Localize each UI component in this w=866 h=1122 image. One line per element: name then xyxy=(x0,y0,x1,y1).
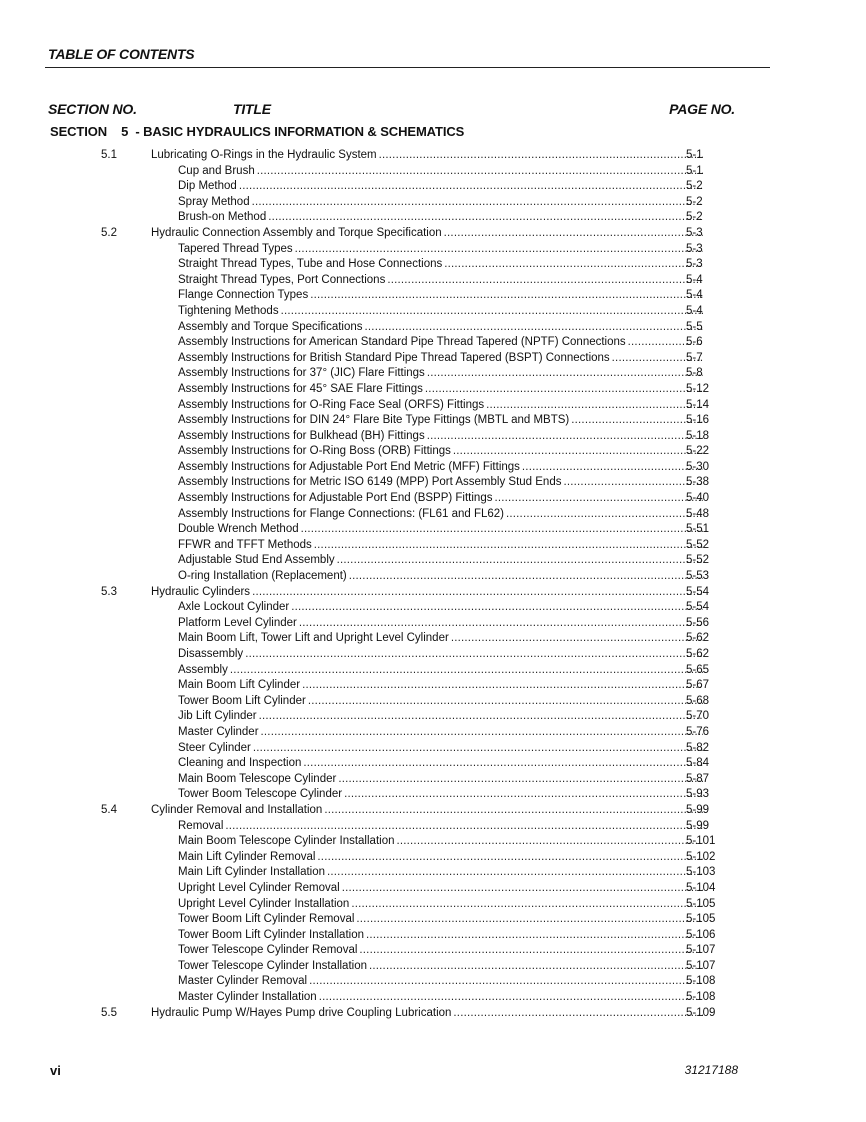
toc-entry[interactable] xyxy=(0,273,866,289)
dot-leader xyxy=(563,475,703,491)
toc-entry-page: 5-109 xyxy=(686,1006,716,1019)
toc-entry-leader xyxy=(151,148,705,164)
toc-entry-leader xyxy=(178,242,705,258)
dot-leader xyxy=(366,928,703,944)
dot-leader xyxy=(253,741,703,757)
toc-entry[interactable] xyxy=(0,803,866,819)
toc-entry-leader xyxy=(178,304,705,320)
toc-entry-page: 5-76 xyxy=(686,725,710,738)
toc-entry[interactable] xyxy=(0,741,866,757)
toc-entry-title: Dip Method xyxy=(178,180,237,193)
dot-leader xyxy=(427,429,703,445)
toc-entry-page: 5-68 xyxy=(686,694,710,707)
column-header-title: TITLE xyxy=(233,101,271,117)
dot-leader xyxy=(291,600,703,616)
toc-entry-title: Straight Thread Types, Port Connections xyxy=(178,273,386,286)
toc-entry-leader xyxy=(178,413,705,429)
dot-leader xyxy=(295,242,703,258)
toc-entry[interactable] xyxy=(0,351,866,367)
toc-entry-leader xyxy=(178,881,705,897)
dot-leader xyxy=(494,491,703,507)
toc-entry-page: 5-2 xyxy=(686,195,703,208)
toc-entry-page: 5-84 xyxy=(686,757,710,770)
toc-entry[interactable] xyxy=(0,210,866,226)
toc-entry-title: Tower Boom Lift Cylinder Installation xyxy=(178,928,364,941)
toc-entry-title: Spray Method xyxy=(178,195,250,208)
dot-leader xyxy=(230,663,703,679)
toc-entry-title: Tower Telescope Cylinder Installation xyxy=(178,959,367,972)
toc-entry-page: 5-82 xyxy=(686,741,710,754)
dot-leader xyxy=(257,164,703,180)
toc-entry-page: 5-40 xyxy=(686,492,710,505)
toc-entry-page: 5-54 xyxy=(686,601,710,614)
toc-entry[interactable] xyxy=(0,1006,866,1022)
toc-entry[interactable] xyxy=(0,538,866,554)
toc-entry-page: 5-12 xyxy=(686,382,710,395)
toc-entry-page: 5-1 xyxy=(686,164,703,177)
toc-entry-title: Upright Level Cylinder Installation xyxy=(178,897,350,910)
toc-entry[interactable] xyxy=(0,148,866,164)
toc-entry-leader xyxy=(178,943,705,959)
toc-entry-page: 5-2 xyxy=(686,180,703,193)
toc-entry-page: 5-38 xyxy=(686,476,710,489)
toc-entry-title: Jib Lift Cylinder xyxy=(178,710,257,723)
toc-entry-page: 5-1 xyxy=(686,149,703,161)
toc-entry-title: Tower Telescope Cylinder Removal xyxy=(178,944,358,957)
toc-entry-title: Assembly Instructions for American Standard Pipe Thread Tapered (NPTF) Connections xyxy=(178,336,626,349)
toc-entry-title: Assembly Instructions for 37° (JIC) Flare Fittings xyxy=(178,367,425,380)
toc-entry-leader xyxy=(151,226,705,242)
dot-leader xyxy=(314,538,703,554)
toc-entry-leader xyxy=(178,990,705,1006)
dot-leader xyxy=(310,288,703,304)
dot-leader xyxy=(281,304,703,320)
toc-entry-leader xyxy=(178,288,705,304)
dot-leader xyxy=(453,1006,703,1022)
toc-entry-page: 5-3 xyxy=(686,242,703,255)
toc-entry-page: 5-70 xyxy=(686,710,710,723)
dot-leader xyxy=(239,179,703,195)
dot-leader xyxy=(245,647,703,663)
dot-leader xyxy=(356,912,703,928)
toc-entry[interactable] xyxy=(0,865,866,881)
toc-entry[interactable] xyxy=(0,585,866,601)
toc-entry-title: Cup and Brush xyxy=(178,164,255,177)
toc-entry-leader xyxy=(178,772,705,788)
toc-entry-leader xyxy=(178,257,705,273)
section-label: SECTION xyxy=(50,124,108,139)
toc-entry-title: Assembly Instructions for O-Ring Boss (ORB) Fittings xyxy=(178,445,451,458)
toc-entry-leader xyxy=(178,928,705,944)
toc-entry-title: Disassembly xyxy=(178,648,244,660)
toc-entry-leader xyxy=(178,273,705,289)
toc-entry-leader xyxy=(178,600,705,616)
toc-entry-title: Main Lift Cylinder Removal xyxy=(178,850,316,863)
toc-entry-title: Main Lift Cylinder Installation xyxy=(178,866,326,879)
toc-entry-page: 5-2 xyxy=(686,211,703,224)
toc-entry-leader xyxy=(178,351,705,367)
toc-entry-title: Main Boom Lift Cylinder xyxy=(178,679,301,692)
toc-entry-leader xyxy=(178,819,705,835)
toc-entry-page: 5-14 xyxy=(686,398,710,411)
footer-page-number: vi xyxy=(50,1063,61,1078)
toc-entry[interactable] xyxy=(0,491,866,507)
dot-leader xyxy=(342,881,703,897)
toc-entry[interactable] xyxy=(0,694,866,710)
toc-entry[interactable] xyxy=(0,834,866,850)
toc-entry-title: Axle Lockout Cylinder xyxy=(178,601,290,614)
dot-leader xyxy=(486,398,703,414)
toc-entry[interactable] xyxy=(0,663,866,679)
toc-entry-leader xyxy=(178,382,705,398)
toc-entry-leader xyxy=(178,647,705,663)
dot-leader xyxy=(337,553,703,569)
toc-entry-leader xyxy=(178,366,705,382)
toc-entry-title: Assembly Instructions for DIN 24° Flare Bite Type Fittings (MBTL and MBTS) xyxy=(178,414,570,427)
toc-entry-page: 5-93 xyxy=(686,788,710,801)
toc-entry-page: 5-104 xyxy=(686,881,716,894)
toc-entry-leader xyxy=(178,959,705,975)
dot-leader xyxy=(365,320,703,336)
toc-entry[interactable] xyxy=(0,179,866,195)
toc-entry-leader xyxy=(178,507,705,523)
toc-entry-page: 5-108 xyxy=(686,991,716,1004)
toc-entry-leader xyxy=(178,335,705,351)
dot-leader xyxy=(427,366,703,382)
dot-leader xyxy=(444,257,703,273)
toc-entry-page: 5-87 xyxy=(686,772,710,785)
toc-entry-leader xyxy=(178,320,705,336)
toc-entry[interactable] xyxy=(0,429,866,445)
toc-entry-page: 5-56 xyxy=(686,616,710,629)
toc-entry-leader xyxy=(178,538,705,554)
toc-entry-leader xyxy=(178,850,705,866)
toc-entry[interactable] xyxy=(0,709,866,725)
toc-entry[interactable] xyxy=(0,881,866,897)
toc-entry[interactable] xyxy=(0,382,866,398)
toc-entry-page: 5-99 xyxy=(686,819,710,832)
toc-entry-leader xyxy=(178,865,705,881)
toc-entry-page: 5-105 xyxy=(686,897,716,910)
toc-entry-title: FFWR and TFFT Methods xyxy=(178,538,312,551)
toc-entry-page: 5-53 xyxy=(686,570,710,583)
footer-doc-number: 31217188 xyxy=(684,1063,738,1077)
toc-entry-leader xyxy=(178,974,705,990)
toc-entry[interactable] xyxy=(0,631,866,647)
toc-entry[interactable] xyxy=(0,897,866,913)
toc-entry[interactable] xyxy=(0,647,866,663)
dot-leader xyxy=(324,803,703,819)
section-title: - BASIC HYDRAULICS INFORMATION & SCHEMATICS xyxy=(135,124,465,139)
toc-entry-page: 5-16 xyxy=(686,414,710,427)
toc-entry-page: 5-52 xyxy=(686,554,710,567)
toc-entry[interactable] xyxy=(0,990,866,1006)
toc-entry-title: Hydraulic Connection Assembly and Torque Specification xyxy=(151,226,442,239)
toc-entry-leader xyxy=(178,460,705,476)
toc-entry-leader xyxy=(178,725,705,741)
dot-leader xyxy=(451,631,703,647)
dot-leader xyxy=(344,787,703,803)
toc-entry[interactable] xyxy=(0,787,866,803)
toc-entry-leader xyxy=(178,444,705,460)
toc-entry-title: Adjustable Stud End Assembly xyxy=(178,554,335,567)
toc-entry-leader xyxy=(178,834,705,850)
toc-entry-title: Assembly Instructions for 45° SAE Flare Fittings xyxy=(178,382,423,395)
toc-entry-page: 5-52 xyxy=(686,538,710,551)
section-heading xyxy=(50,124,464,139)
toc-entry[interactable] xyxy=(0,912,866,928)
toc-entry-title: Removal xyxy=(178,819,224,832)
toc-entry[interactable] xyxy=(0,413,866,429)
toc-entry-title: Assembly Instructions for Adjustable Port End Metric (MFF) Fittings xyxy=(178,460,520,473)
toc-entry[interactable] xyxy=(0,678,866,694)
dot-leader xyxy=(351,897,703,913)
dot-leader xyxy=(252,195,703,211)
header-rule xyxy=(45,67,770,68)
toc-entry[interactable] xyxy=(0,475,866,491)
toc-entry-title: Tower Boom Lift Cylinder xyxy=(178,694,306,707)
toc-entry-title: Steer Cylinder xyxy=(178,741,251,754)
toc-entry[interactable] xyxy=(0,974,866,990)
toc-entry-title: Upright Level Cylinder Removal xyxy=(178,881,340,894)
toc-entry[interactable] xyxy=(0,460,866,476)
toc-entry-page: 5-65 xyxy=(686,663,710,676)
toc-entry-leader xyxy=(178,398,705,414)
toc-entry-leader xyxy=(178,569,705,585)
toc-entry-page: 5-48 xyxy=(686,507,710,520)
toc-entry-number: 5.4 xyxy=(101,803,117,816)
toc-entry[interactable] xyxy=(0,444,866,460)
toc-entry-number: 5.5 xyxy=(101,1006,117,1019)
toc-entry-title: Assembly Instructions for British Standard Pipe Thread Tapered (BSPT) Connections xyxy=(178,351,610,364)
toc-entry-leader xyxy=(178,631,705,647)
toc-entry-title: Main Boom Lift, Tower Lift and Upright Level Cylinder xyxy=(178,632,449,645)
toc-entry-number: 5.3 xyxy=(101,585,117,598)
toc-entry-leader xyxy=(178,475,705,491)
toc-entry-page: 5-18 xyxy=(686,429,710,442)
toc-entry-leader xyxy=(178,678,705,694)
toc-entry-title: Cleaning and Inspection xyxy=(178,757,302,770)
toc-entry-leader xyxy=(178,491,705,507)
toc-entry-leader xyxy=(178,897,705,913)
dot-leader xyxy=(299,616,703,632)
dot-leader xyxy=(369,959,703,975)
toc-entry-title: Flange Connection Types xyxy=(178,289,309,302)
toc-entry[interactable] xyxy=(0,366,866,382)
toc-entry-page: 5-106 xyxy=(686,928,716,941)
toc-entry[interactable] xyxy=(0,943,866,959)
toc-entry-leader xyxy=(178,741,705,757)
toc-entry-title: Master Cylinder Removal xyxy=(178,975,308,988)
toc-entry-page: 5-107 xyxy=(686,959,716,972)
toc-entry-page: 5-99 xyxy=(686,803,710,816)
toc-entry-title: Hydraulic Pump W/Hayes Pump drive Coupling Lubrication xyxy=(151,1006,452,1019)
toc-entry-page: 5-4 xyxy=(686,289,703,302)
toc-entry[interactable] xyxy=(0,507,866,523)
toc-entry-page: 5-5 xyxy=(686,320,703,333)
toc-entry-number: 5.1 xyxy=(101,149,117,161)
dot-leader xyxy=(444,226,703,242)
dot-leader xyxy=(317,850,703,866)
toc-entry-page: 5-107 xyxy=(686,944,716,957)
toc-entry-leader xyxy=(151,1006,705,1022)
toc-entry[interactable] xyxy=(0,164,866,180)
toc-entry[interactable] xyxy=(0,288,866,304)
dot-leader xyxy=(571,413,703,429)
toc-entry-leader xyxy=(178,912,705,928)
toc-entry-leader xyxy=(178,616,705,632)
toc-entry-leader xyxy=(151,803,705,819)
toc-entry-page: 5-8 xyxy=(686,367,703,380)
toc-entry-page: 5-7 xyxy=(686,351,703,364)
toc-entry-title: Assembly xyxy=(178,663,228,676)
toc-entry-title: Master Cylinder xyxy=(178,725,259,738)
toc-entry-title: Assembly Instructions for O-Ring Face Seal (ORFS) Fittings xyxy=(178,398,485,411)
toc-entry-title: Assembly Instructions for Adjustable Port End (BSPP) Fittings xyxy=(178,492,493,505)
section-number: 5 xyxy=(121,124,129,139)
toc-entry-page: 5-101 xyxy=(686,835,716,848)
toc-entry-page: 5-103 xyxy=(686,866,716,879)
toc-entry-title: Tower Boom Telescope Cylinder xyxy=(178,788,343,801)
toc-entry-page: 5-22 xyxy=(686,445,710,458)
toc-entry[interactable] xyxy=(0,850,866,866)
dot-leader xyxy=(522,460,703,476)
toc-entry-title: Double Wrench Method xyxy=(178,523,299,536)
toc-entry-title: Tower Boom Lift Cylinder Removal xyxy=(178,913,355,926)
toc-entry-page: 5-108 xyxy=(686,975,716,988)
toc-entry-page: 5-51 xyxy=(686,523,710,536)
column-header-page: PAGE NO. xyxy=(669,101,735,117)
toc-entry-title: Assembly and Torque Specifications xyxy=(178,320,363,333)
toc-entry-title: Main Boom Telescope Cylinder Installation xyxy=(178,835,395,848)
dot-leader xyxy=(301,522,703,538)
toc-entry[interactable] xyxy=(0,335,866,351)
page-header: TABLE OF CONTENTS xyxy=(48,46,195,62)
column-header-section: SECTION NO. xyxy=(48,101,137,117)
toc-entry[interactable] xyxy=(0,522,866,538)
toc-entry-page: 5-30 xyxy=(686,460,710,473)
toc-entry[interactable] xyxy=(0,257,866,273)
toc-entry[interactable] xyxy=(0,398,866,414)
toc-entry-leader xyxy=(178,195,705,211)
toc-entry-leader xyxy=(178,787,705,803)
toc-entry-title: Brush-on Method xyxy=(178,211,267,224)
toc-entry[interactable] xyxy=(0,616,866,632)
dot-leader xyxy=(387,273,703,289)
toc-entry-page: 5-105 xyxy=(686,913,716,926)
dot-leader xyxy=(359,943,703,959)
toc-entry[interactable] xyxy=(0,320,866,336)
toc-entry[interactable] xyxy=(0,569,866,585)
toc-entry-title: Cylinder Removal and Installation xyxy=(151,803,323,816)
toc-entry-page: 5-62 xyxy=(686,632,710,645)
dot-leader xyxy=(303,756,703,772)
toc-entry-page: 5-3 xyxy=(686,226,703,239)
toc-entry-leader xyxy=(178,553,705,569)
dot-leader xyxy=(506,507,703,523)
toc-entry[interactable] xyxy=(0,242,866,258)
toc-entry[interactable] xyxy=(0,725,866,741)
toc-entry-leader xyxy=(178,179,705,195)
toc-entry-title: Assembly Instructions for Metric ISO 6149 (MPP) Port Assembly Stud Ends xyxy=(178,476,562,489)
toc-entry[interactable] xyxy=(0,304,866,320)
toc-entry[interactable] xyxy=(0,772,866,788)
dot-leader xyxy=(308,694,703,710)
toc-entry[interactable] xyxy=(0,756,866,772)
toc-entry-leader xyxy=(178,709,705,725)
toc-entry-title: Platform Level Cylinder xyxy=(178,616,297,629)
toc-entry-title: Assembly Instructions for Flange Connections: (FL61 and FL62) xyxy=(178,507,504,520)
dot-leader xyxy=(396,834,703,850)
toc-entry[interactable] xyxy=(0,226,866,242)
toc-entry-leader xyxy=(178,756,705,772)
dot-leader xyxy=(261,725,703,741)
toc-entry-title: Tapered Thread Types xyxy=(178,242,293,255)
toc-entry-leader xyxy=(178,429,705,445)
dot-leader xyxy=(252,585,703,601)
toc-entry-title: O-ring Installation (Replacement) xyxy=(178,570,347,583)
dot-leader xyxy=(453,444,703,460)
toc-entry-title: Assembly Instructions for Bulkhead (BH) Fittings xyxy=(178,429,425,442)
toc-entry-title: Main Boom Telescope Cylinder xyxy=(178,772,337,785)
toc-entry-title: Lubricating O-Rings in the Hydraulic System xyxy=(151,149,377,161)
toc-entry-page: 5-3 xyxy=(686,258,703,271)
toc-entry-page: 5-67 xyxy=(686,679,710,692)
toc-entry[interactable] xyxy=(0,600,866,616)
toc-entry-page: 5-4 xyxy=(686,273,703,286)
toc-entry[interactable] xyxy=(0,959,866,975)
toc-entry[interactable] xyxy=(0,553,866,569)
dot-leader xyxy=(425,382,703,398)
dot-leader xyxy=(379,148,703,164)
toc-list xyxy=(0,148,866,1021)
toc-entry-title: Master Cylinder Installation xyxy=(178,991,317,1004)
dot-leader xyxy=(309,974,703,990)
toc-entry-page: 5-102 xyxy=(686,850,716,863)
dot-leader xyxy=(338,772,703,788)
toc-entry-leader xyxy=(178,210,705,226)
toc-entry-title: Hydraulic Cylinders xyxy=(151,585,251,598)
dot-leader xyxy=(319,990,703,1006)
toc-entry-leader xyxy=(178,694,705,710)
dot-leader xyxy=(327,865,703,881)
toc-entry[interactable] xyxy=(0,928,866,944)
dot-leader xyxy=(225,819,703,835)
dot-leader xyxy=(349,569,703,585)
toc-entry-page: 5-62 xyxy=(686,648,710,660)
toc-entry[interactable] xyxy=(0,195,866,211)
toc-entry-number: 5.2 xyxy=(101,226,117,239)
toc-entry-leader xyxy=(178,522,705,538)
toc-entry-title: Tightening Methods xyxy=(178,304,279,317)
toc-entry-leader xyxy=(178,164,705,180)
toc-entry-page: 5-4 xyxy=(686,304,703,317)
dot-leader xyxy=(268,210,703,226)
dot-leader xyxy=(259,709,703,725)
toc-entry-leader xyxy=(178,663,705,679)
toc-entry-leader xyxy=(151,585,705,601)
toc-entry-title: Straight Thread Types, Tube and Hose Connections xyxy=(178,258,443,271)
toc-entry[interactable] xyxy=(0,819,866,835)
dot-leader xyxy=(302,678,703,694)
toc-entry-page: 5-54 xyxy=(686,585,710,598)
toc-entry-page: 5-6 xyxy=(686,336,703,349)
